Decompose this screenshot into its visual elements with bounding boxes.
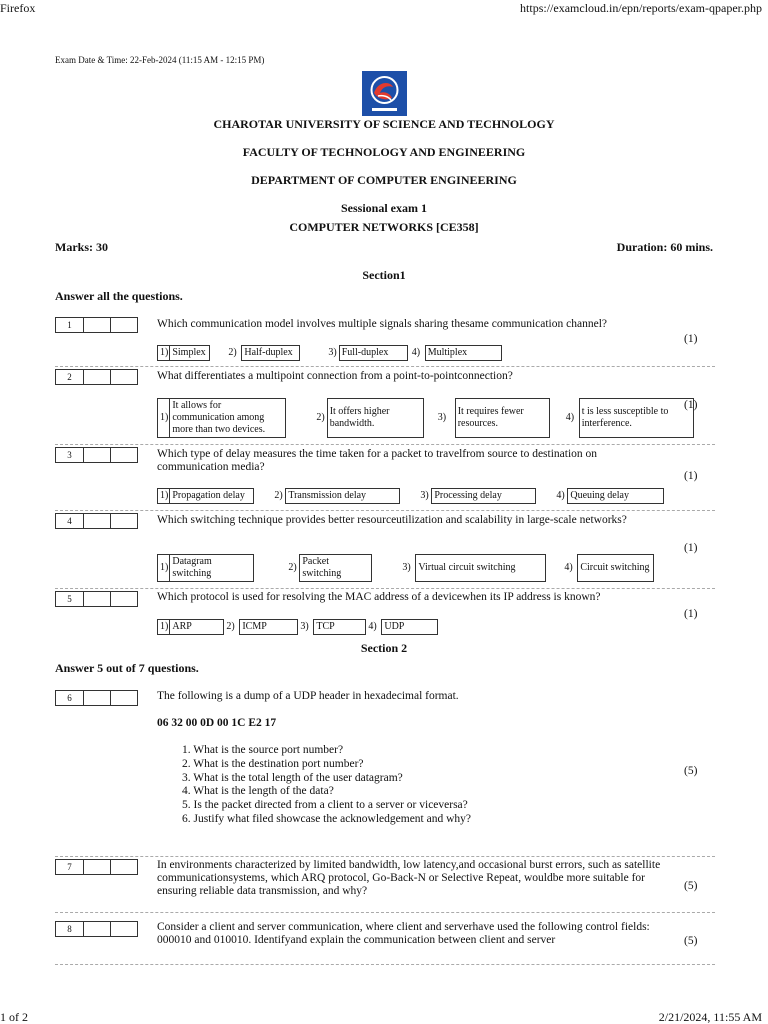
separator [55,444,715,445]
question-number: 3 [56,448,84,462]
separator [55,510,715,511]
question-marks: (5) [684,765,698,777]
question-text: Which switching technique provides better resourceutilization and scalability in large-scale networks? [157,514,627,526]
exam-date: Exam Date & Time: 22-Feb-2024 (11:15 AM - 12:15 PM) [55,55,265,65]
browser-title: Firefox [0,1,36,15]
question-number-box [55,369,138,385]
page-indicator: 1 of 2 [0,1010,28,1024]
options-table [157,619,438,635]
print-timestamp: 2/21/2024, 11:55 AM [658,1010,762,1024]
question-number-box [55,513,138,529]
option-number: 1) [158,555,170,582]
question-marks: (1) [684,399,698,411]
total-marks: Marks: 30 [55,240,108,254]
options-table [157,554,654,582]
option-number: 3) [372,555,416,582]
options-table [157,345,502,361]
option-text: t is less susceptible to interference. [579,399,693,438]
exam-duration: Duration: 60 mins. [616,240,713,254]
question-text: Which communication model involves multiple signals sharing thesame communication channel? [157,318,607,330]
option-text: Packet switching [300,555,372,582]
option-number: 1) [158,399,170,438]
sub-question: 6. Justify what filed showcase the acknowledgement and why? [182,812,472,825]
option-number: 4) [536,489,568,504]
option-number: 1) [158,620,170,635]
separator [55,964,715,965]
option-number: 3) [423,399,455,438]
option-text: Propagation delay [170,489,254,504]
separator [55,856,715,857]
question-number: 7 [56,860,84,874]
question-number-box [55,921,138,937]
question-marks: (1) [684,608,698,620]
separator [55,366,715,367]
separator [55,588,715,589]
option-number: 3) [400,489,432,504]
question-text: Which protocol is used for resolving the MAC address of a devicewhen its IP address is known? [157,591,601,603]
option-number: 4) [366,620,382,635]
faculty-name: FACULTY OF TECHNOLOGY AND ENGINEERING [242,145,526,159]
option-text: Full-duplex [339,346,407,361]
option-text: Virtual circuit switching [416,555,546,582]
option-text: Datagram switching [170,555,254,582]
question-marks: (1) [684,333,698,345]
exam-name: Sessional exam 1 [340,201,427,215]
university-logo-icon [362,71,407,116]
question-number: 8 [56,922,84,936]
department-name: DEPARTMENT OF COMPUTER ENGINEERING [251,173,517,187]
option-text: Processing delay [432,489,536,504]
option-text: Half-duplex [242,346,300,361]
sub-question: 5. Is the packet directed from a client to a server or viceversa? [182,799,468,812]
question-number-box [55,317,138,333]
option-number: 3) [298,620,314,635]
section2-instruction: Answer 5 out of 7 questions. [55,661,199,675]
question-marks: (5) [684,880,698,892]
option-text: Transmission delay [286,489,400,504]
option-text: It offers higher bandwidth. [327,399,423,438]
question-text: Which type of delay measures the time taken for a packet to travelfrom source to destination on communication media? [157,448,598,473]
option-text: UDP [382,620,438,635]
question-number: 5 [56,592,84,606]
option-number: 4) [549,399,579,438]
option-number: 1) [158,489,170,504]
separator [55,912,715,913]
question-number-box [55,447,138,463]
option-number: 2) [254,555,300,582]
question-number-box [55,859,138,875]
sub-question: 4. What is the length of the data? [182,785,334,798]
course-name: COMPUTER NETWORKS [CE358] [289,220,479,234]
option-text: It allows for communication among more than two devices. [170,399,286,438]
option-number: 2) [286,399,327,438]
option-number: 1) [158,346,170,361]
option-number: 4) [407,346,425,361]
section2-title: Section 2 [360,641,408,655]
options-table [157,488,664,504]
question-marks: (5) [684,935,698,947]
question-number-box [55,591,138,607]
option-number: 4) [546,555,578,582]
question-text: Consider a client and server communication, where client and serverhave used the following control fields: 000010 and 010010. Identifyand explain the communication between client and server [157,921,650,946]
question-number: 2 [56,370,84,384]
question-marks: (1) [684,542,698,554]
page-url[interactable]: https://examcloud.in/epn/reports/exam-qpaper.php [520,1,762,15]
sub-question: 3. What is the total length of the user datagram? [182,771,403,784]
option-text: Multiplex [425,346,501,361]
question-number-box [55,690,138,706]
question-text: The following is a dump of a UDP header in hexadecimal format. [157,690,459,702]
hex-dump: 06 32 00 0D 00 1C E2 17 [157,717,277,729]
option-text: It requires fewer resources. [455,399,549,438]
option-text: Queuing delay [568,489,664,504]
option-text: TCP [314,620,366,635]
option-number: 2) [224,620,240,635]
option-text: ICMP [240,620,298,635]
question-text: In environments characterized by limited bandwidth, low latency,and occasional burst errors, such as satellite communicationsystems, which ARQ protocol, Go-Back-N or Selective Repeat, wouldbe more suitable for ensuring reliable data transmission, and why? [157,859,661,897]
option-number: 2) [254,489,286,504]
question-number: 6 [56,691,84,705]
option-number: 2) [210,346,242,361]
university-name: CHAROTAR UNIVERSITY OF SCIENCE AND TECHNOLOGY [213,117,555,131]
option-text: Simplex [170,346,210,361]
option-number: 3) [300,346,339,361]
section1-title: Section1 [362,268,406,282]
question-number: 1 [56,318,84,332]
section1-instruction: Answer all the questions. [55,289,183,303]
sub-question: 1. What is the source port number? [182,744,344,756]
sub-question: 2. What is the destination port number? [182,757,364,770]
option-text: Circuit switching [578,555,654,582]
question-text: What differentiates a multipoint connection from a point-to-pointconnection? [157,370,513,382]
option-text: ARP [170,620,224,635]
question-marks: (1) [684,470,698,482]
options-table [157,398,694,438]
question-number: 4 [56,514,84,528]
sub-question-list [182,744,471,827]
